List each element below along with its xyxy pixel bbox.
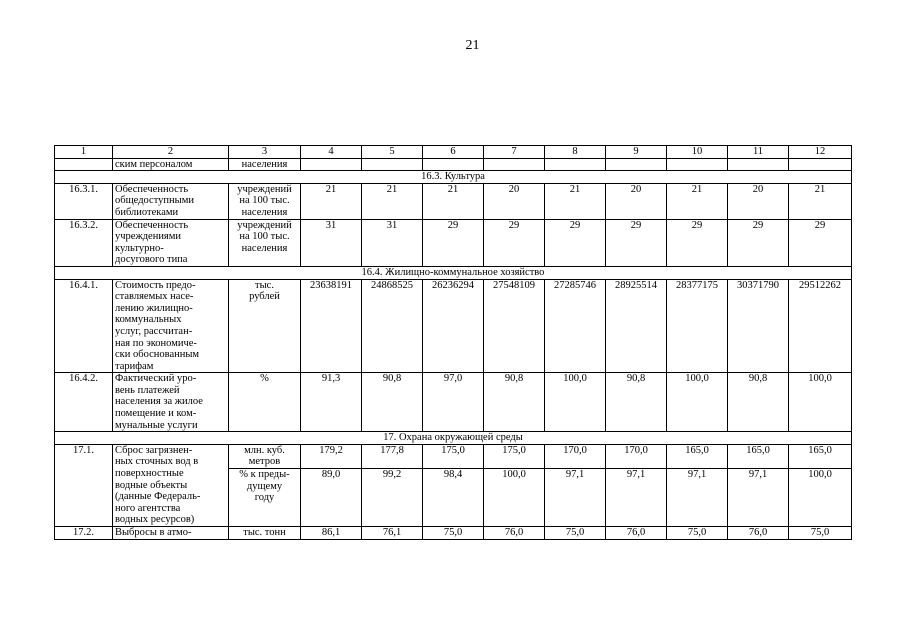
value-cell: 29 bbox=[667, 219, 728, 266]
value-cell: 91,3 bbox=[301, 373, 362, 432]
value-cell: 28925514 bbox=[606, 279, 667, 373]
value-cell: 177,8 bbox=[362, 444, 423, 468]
section-header-row bbox=[55, 432, 852, 445]
value-cell: 165,0 bbox=[667, 444, 728, 468]
value-cell: 97,1 bbox=[728, 469, 789, 527]
table-row bbox=[55, 373, 852, 432]
value-cell: 90,8 bbox=[606, 373, 667, 432]
indicator-name: Обеспеченность учреждениями культурно- досугового типа bbox=[113, 219, 229, 266]
column-number: 1 bbox=[55, 146, 113, 159]
value-cell: 29 bbox=[606, 219, 667, 266]
value-cell: 165,0 bbox=[789, 444, 852, 468]
indicator-code: 17.2. bbox=[55, 527, 113, 540]
table-row bbox=[55, 183, 852, 219]
value-cell: 86,1 bbox=[301, 527, 362, 540]
value-cell: 97,1 bbox=[606, 469, 667, 527]
value-cell: 97,0 bbox=[423, 373, 484, 432]
value-cell: 21 bbox=[545, 183, 606, 219]
value-cell: 170,0 bbox=[606, 444, 667, 468]
value-cell: 29 bbox=[789, 219, 852, 266]
value-cell: 99,2 bbox=[362, 469, 423, 527]
column-number: 7 bbox=[484, 146, 545, 159]
value-cell: 31 bbox=[301, 219, 362, 266]
section-header-row bbox=[55, 266, 852, 279]
value-cell: 100,0 bbox=[789, 373, 852, 432]
indicator-unit: тыс. рублей bbox=[229, 279, 301, 373]
value-cell: 89,0 bbox=[301, 469, 362, 527]
statistics-table bbox=[54, 145, 852, 540]
indicator-name: Выбросы в атмо- bbox=[113, 527, 229, 540]
indicator-name: Сброс загрязнен- ных сточных вод в поверхностные водные объекты (данные Федераль- ного агентства водных ресурсов) bbox=[113, 444, 229, 526]
indicator-unit: % bbox=[229, 373, 301, 432]
column-number: 5 bbox=[362, 146, 423, 159]
value-cell: 21 bbox=[789, 183, 852, 219]
value-cell: 24868525 bbox=[362, 279, 423, 373]
section-header-row bbox=[55, 171, 852, 184]
indicator-code: 16.4.2. bbox=[55, 373, 113, 432]
table-row bbox=[55, 444, 852, 468]
indicator-unit: учреждений на 100 тыс. населения bbox=[229, 183, 301, 219]
value-cell: 27548109 bbox=[484, 279, 545, 373]
value-cell: 170,0 bbox=[545, 444, 606, 468]
value-cell: 29 bbox=[484, 219, 545, 266]
value-cell: 21 bbox=[667, 183, 728, 219]
value-cell: 76,1 bbox=[362, 527, 423, 540]
value-cell: 31 bbox=[362, 219, 423, 266]
indicator-unit: % к преды- дущему году bbox=[229, 469, 301, 527]
table-row bbox=[55, 527, 852, 540]
column-number: 9 bbox=[606, 146, 667, 159]
value-cell: 97,1 bbox=[545, 469, 606, 527]
column-number: 6 bbox=[423, 146, 484, 159]
table-row bbox=[55, 219, 852, 266]
value-cell: 76,0 bbox=[606, 527, 667, 540]
value-cell: 165,0 bbox=[728, 444, 789, 468]
value-cell: 75,0 bbox=[545, 527, 606, 540]
value-cell: 179,2 bbox=[301, 444, 362, 468]
indicator-code: 17.1. bbox=[55, 444, 113, 526]
value-cell: 20 bbox=[728, 183, 789, 219]
value-cell: 26236294 bbox=[423, 279, 484, 373]
indicator-code: 16.4.1. bbox=[55, 279, 113, 373]
indicator-code: 16.3.1. bbox=[55, 183, 113, 219]
value-cell: 175,0 bbox=[484, 444, 545, 468]
section-title: 16.4. Жилищно-коммунальное хозяйство bbox=[55, 266, 852, 279]
value-cell: 100,0 bbox=[484, 469, 545, 527]
value-cell: 98,4 bbox=[423, 469, 484, 527]
value-cell: 21 bbox=[301, 183, 362, 219]
value-cell: 29 bbox=[545, 219, 606, 266]
page-number: 21 bbox=[465, 38, 480, 53]
value-cell: 23638191 bbox=[301, 279, 362, 373]
value-cell: 28377175 bbox=[667, 279, 728, 373]
value-cell: 29 bbox=[423, 219, 484, 266]
continuation-row bbox=[55, 158, 852, 171]
value-cell: 27285746 bbox=[545, 279, 606, 373]
value-cell: 175,0 bbox=[423, 444, 484, 468]
indicator-unit: тыс. тонн bbox=[229, 527, 301, 540]
column-number: 11 bbox=[728, 146, 789, 159]
indicator-unit: населения bbox=[229, 158, 301, 171]
value-cell: 21 bbox=[362, 183, 423, 219]
value-cell: 76,0 bbox=[484, 527, 545, 540]
indicator-name: Фактический уро- вень платежей населения за жилое помещение и ком- мунальные услуги bbox=[113, 373, 229, 432]
column-number-row bbox=[55, 146, 852, 159]
value-cell: 21 bbox=[423, 183, 484, 219]
indicator-name: Стоимость предо- ставляемых насе- лению жилищно- коммунальных услуг, рассчитан- ная по экономиче- ски обоснованным тарифам bbox=[113, 279, 229, 373]
column-number: 12 bbox=[789, 146, 852, 159]
value-cell: 76,0 bbox=[728, 527, 789, 540]
value-cell: 75,0 bbox=[789, 527, 852, 540]
value-cell: 75,0 bbox=[423, 527, 484, 540]
column-number: 4 bbox=[301, 146, 362, 159]
value-cell: 100,0 bbox=[789, 469, 852, 527]
column-number: 2 bbox=[113, 146, 229, 159]
value-cell: 97,1 bbox=[667, 469, 728, 527]
indicator-name: Обеспеченность общедоступными библиотеками bbox=[113, 183, 229, 219]
indicator-unit: учреждений на 100 тыс. населения bbox=[229, 219, 301, 266]
indicator-unit: млн. куб. метров bbox=[229, 444, 301, 468]
indicator-code: 16.3.2. bbox=[55, 219, 113, 266]
value-cell: 90,8 bbox=[484, 373, 545, 432]
value-cell: 20 bbox=[606, 183, 667, 219]
value-cell: 100,0 bbox=[667, 373, 728, 432]
value-cell: 100,0 bbox=[545, 373, 606, 432]
section-title: 17. Охрана окружающей среды bbox=[55, 432, 852, 445]
column-number: 8 bbox=[545, 146, 606, 159]
value-cell: 75,0 bbox=[667, 527, 728, 540]
column-number: 3 bbox=[229, 146, 301, 159]
value-cell: 20 bbox=[484, 183, 545, 219]
table-row bbox=[55, 279, 852, 373]
value-cell: 29512262 bbox=[789, 279, 852, 373]
value-cell: 29 bbox=[728, 219, 789, 266]
indicator-code bbox=[55, 158, 113, 171]
value-cell: 30371790 bbox=[728, 279, 789, 373]
value-cell: 90,8 bbox=[728, 373, 789, 432]
indicator-name: ским персоналом bbox=[113, 158, 229, 171]
column-number: 10 bbox=[667, 146, 728, 159]
value-cell: 90,8 bbox=[362, 373, 423, 432]
section-title: 16.3. Культура bbox=[55, 171, 852, 184]
